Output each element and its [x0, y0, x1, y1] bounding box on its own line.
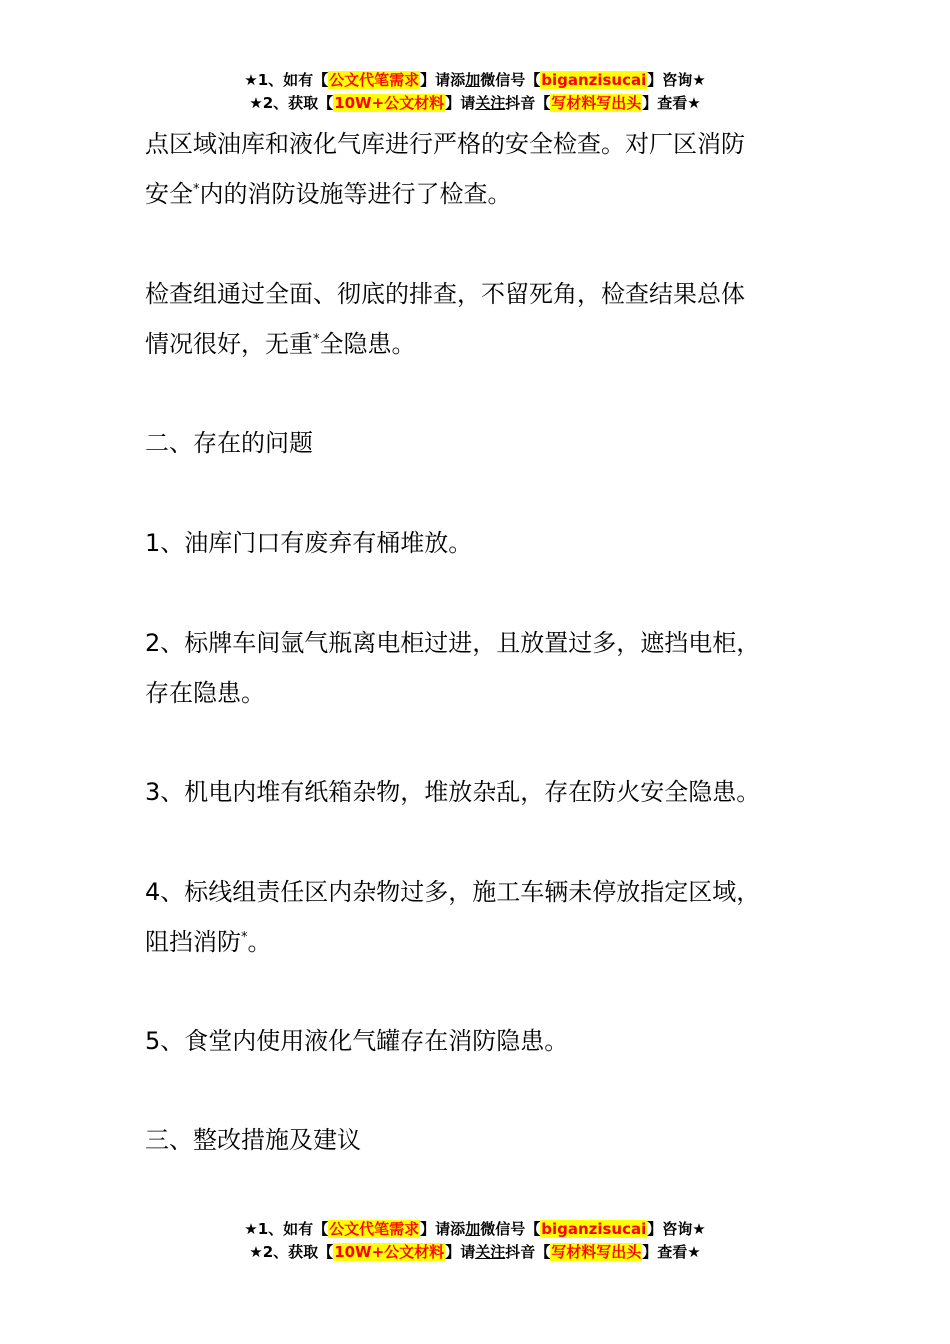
list-item-2: 2、标牌车间氩气瓶离电柜过进，且放置过多，遮挡电柜， 存在隐患。 — [145, 629, 761, 707]
highlight-materials: 10W+公文材料 — [334, 94, 445, 112]
banner-line-2: ★2、获取【10W+公文材料】请关注抖音【写材料写出头】查看★ — [249, 94, 701, 112]
highlight-douyin-id: 写材料写出头 — [551, 94, 642, 112]
section-heading-measures: 三、整改措施及建议 — [145, 1126, 361, 1154]
highlight-service: 公文代笔需求 — [329, 71, 420, 89]
redaction-mark: * — [313, 332, 320, 347]
banner-line-1: ★1、如有【公文代笔需求】请添加微信号【biganzisucai】咨询★ — [244, 71, 706, 89]
paragraph-inspection-scope: 点区域油库和液化气库进行严格的安全检查。对厂区消防 安全*内的消防设施等进行了检查。 — [145, 130, 745, 208]
highlight-wechat-id: biganzisucai — [541, 71, 647, 89]
highlight-douyin-id: 写材料写出头 — [551, 1243, 642, 1261]
redaction-mark: * — [241, 930, 248, 945]
section-heading-problems: 二、存在的问题 — [145, 429, 313, 457]
footer-banner — [0, 1218, 950, 1264]
highlight-service: 公文代笔需求 — [329, 1220, 420, 1238]
header-banner — [0, 69, 950, 115]
list-item-4: 4、标线组责任区内杂物过多，施工车辆未停放指定区域， 阻挡消防*。 — [145, 878, 761, 956]
list-item-1: 1、油库门口有废弃有桶堆放。 — [145, 529, 473, 557]
highlight-wechat-id: biganzisucai — [541, 1220, 647, 1238]
banner-line-2: ★2、获取【10W+公文材料】请关注抖音【写材料写出头】查看★ — [249, 1243, 701, 1261]
highlight-materials: 10W+公文材料 — [334, 1243, 445, 1261]
paragraph-inspection-result: 检查组通过全面、彻底的排查，不留死角，检查结果总体 情况很好，无重*全隐患。 — [145, 280, 745, 358]
list-item-5: 5、食堂内使用液化气罐存在消防隐患。 — [145, 1027, 569, 1055]
list-item-3: 3、机电内堆有纸箱杂物，堆放杂乱，存在防火安全隐患。 — [145, 778, 761, 806]
banner-line-1: ★1、如有【公文代笔需求】请添加微信号【biganzisucai】咨询★ — [244, 1220, 706, 1238]
redaction-mark: * — [193, 182, 200, 197]
